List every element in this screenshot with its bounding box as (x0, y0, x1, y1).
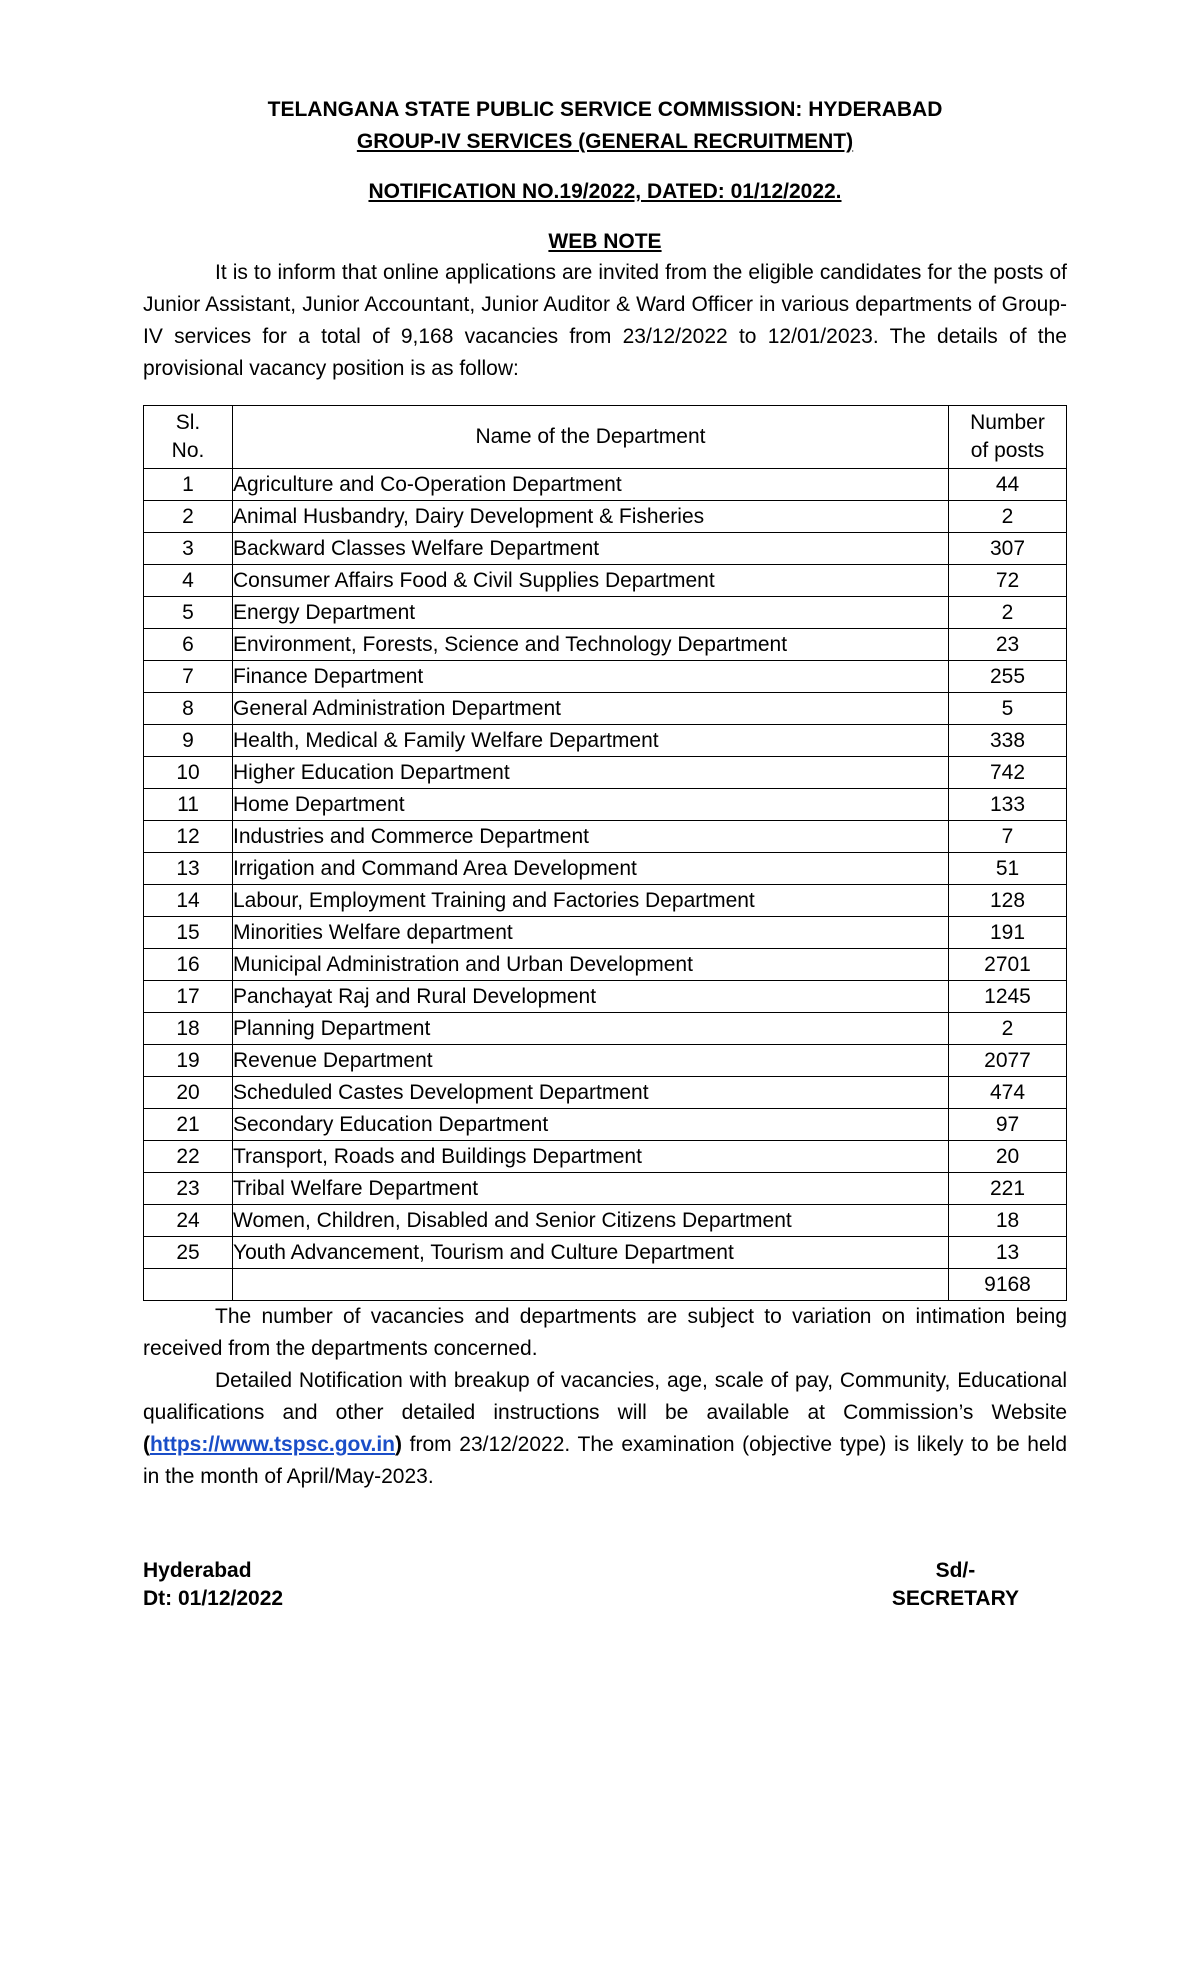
row-sl-no: 24 (144, 1205, 233, 1237)
web-note-heading: WEB NOTE (548, 230, 662, 253)
table-row (144, 1205, 1067, 1237)
row-posts: 13 (949, 1237, 1067, 1269)
row-posts: 20 (949, 1141, 1067, 1173)
table-row (144, 757, 1067, 789)
row-sl-no: 8 (144, 693, 233, 725)
row-sl-no: 22 (144, 1141, 233, 1173)
row-posts: 72 (949, 565, 1067, 597)
header-sl-line1: Sl. (175, 411, 201, 434)
row-department: Finance Department (233, 661, 949, 693)
row-department: Agriculture and Co-Operation Department (233, 469, 949, 501)
row-department: Animal Husbandry, Dairy Development & Fisheries (233, 501, 949, 533)
row-posts: 5 (949, 693, 1067, 725)
row-posts: 2 (949, 501, 1067, 533)
table-row (144, 661, 1067, 693)
row-sl-no: 5 (144, 597, 233, 629)
table-row (144, 725, 1067, 757)
row-posts: 18 (949, 1205, 1067, 1237)
row-department: Municipal Administration and Urban Development (233, 949, 949, 981)
signatory (892, 1557, 1019, 1613)
row-department: Transport, Roads and Buildings Department (233, 1141, 949, 1173)
total-sl-cell (144, 1269, 233, 1301)
table-header-row (144, 406, 1067, 469)
total-posts: 9168 (949, 1269, 1067, 1301)
row-department: Energy Department (233, 597, 949, 629)
row-posts: 307 (949, 533, 1067, 565)
table-row (144, 1077, 1067, 1109)
table-row (144, 597, 1067, 629)
row-department: Secondary Education Department (233, 1109, 949, 1141)
signed-mark: Sd/- (935, 1559, 976, 1582)
link-paren-open: ( (143, 1433, 150, 1456)
table-row (144, 501, 1067, 533)
table-row (144, 1173, 1067, 1205)
row-department: Industries and Commerce Department (233, 821, 949, 853)
row-sl-no: 7 (144, 661, 233, 693)
details-note-tail: from 23/12/2022. The examination (objective type) is likely to be held in the month of April/May-2023. (143, 1433, 1067, 1488)
row-sl-no: 20 (144, 1077, 233, 1109)
row-posts: 742 (949, 757, 1067, 789)
row-sl-no: 14 (144, 885, 233, 917)
row-department: Women, Children, Disabled and Senior Citizens Department (233, 1205, 949, 1237)
row-sl-no: 3 (144, 533, 233, 565)
table-body (144, 469, 1067, 1269)
header-posts (949, 406, 1067, 469)
table-row (144, 1109, 1067, 1141)
intro-paragraph: It is to inform that online applications are invited from the eligible candidates for the posts of Junior Assistant, Junior Accountant, Junior Auditor & Ward Officer in various departments of Group-IV services for a total of 9,168 vacancies from 23/12/2022 to 12/01/2023. The details of the provisional vacancy position is as follow: (143, 261, 1067, 380)
table-row (144, 1045, 1067, 1077)
row-department: Labour, Employment Training and Factories Department (233, 885, 949, 917)
place-date (143, 1557, 283, 1613)
row-department: Planning Department (233, 1013, 949, 1045)
row-sl-no: 23 (144, 1173, 233, 1205)
header-posts-line1: Number (970, 411, 1045, 434)
vacancy-table (143, 405, 1067, 1301)
notification-number: NOTIFICATION NO.19/2022, DATED: 01/12/2022. (368, 180, 842, 203)
header-sl-line2: No. (171, 439, 205, 462)
table-row (144, 693, 1067, 725)
row-sl-no: 17 (144, 981, 233, 1013)
row-department: General Administration Department (233, 693, 949, 725)
row-department: Irrigation and Command Area Development (233, 853, 949, 885)
website-link[interactable]: https://www.tspsc.gov.in (150, 1433, 396, 1456)
table-row (144, 1013, 1067, 1045)
table-row (144, 853, 1067, 885)
row-sl-no: 19 (144, 1045, 233, 1077)
place: Hyderabad (143, 1559, 252, 1582)
row-posts: 191 (949, 917, 1067, 949)
table-row (144, 917, 1067, 949)
row-sl-no: 13 (144, 853, 233, 885)
document-page (143, 95, 1067, 1617)
row-department: Environment, Forests, Science and Technology Department (233, 629, 949, 661)
row-department: Minorities Welfare department (233, 917, 949, 949)
header-posts-line2: of posts (970, 439, 1045, 462)
row-posts: 7 (949, 821, 1067, 853)
row-sl-no: 2 (144, 501, 233, 533)
table-row (144, 949, 1067, 981)
commission-title: TELANGANA STATE PUBLIC SERVICE COMMISSION: HYDERABAD (267, 98, 943, 121)
designation: SECRETARY (891, 1587, 1019, 1610)
row-posts: 338 (949, 725, 1067, 757)
row-sl-no: 1 (144, 469, 233, 501)
variation-note: The number of vacancies and departments are subject to variation on intimation being received from the departments concerned. (143, 1305, 1067, 1360)
table-row (144, 469, 1067, 501)
table-row (144, 533, 1067, 565)
row-sl-no: 21 (144, 1109, 233, 1141)
row-sl-no: 11 (144, 789, 233, 821)
table-row (144, 565, 1067, 597)
signature-block (143, 1557, 1067, 1617)
row-sl-no: 4 (144, 565, 233, 597)
row-posts: 221 (949, 1173, 1067, 1205)
table-row (144, 885, 1067, 917)
row-sl-no: 6 (144, 629, 233, 661)
link-paren-close: ) (395, 1433, 403, 1456)
row-sl-no: 15 (144, 917, 233, 949)
table-row (144, 1237, 1067, 1269)
row-department: Health, Medical & Family Welfare Department (233, 725, 949, 757)
row-sl-no: 25 (144, 1237, 233, 1269)
row-posts: 2701 (949, 949, 1067, 981)
row-department: Higher Education Department (233, 757, 949, 789)
table-row (144, 789, 1067, 821)
details-note (143, 1365, 1067, 1493)
table-total-row (144, 1269, 1067, 1301)
row-posts: 133 (949, 789, 1067, 821)
row-department: Panchayat Raj and Rural Development (233, 981, 949, 1013)
row-department: Scheduled Castes Development Department (233, 1077, 949, 1109)
row-sl-no: 12 (144, 821, 233, 853)
row-posts: 44 (949, 469, 1067, 501)
row-posts: 2 (949, 597, 1067, 629)
row-posts: 1245 (949, 981, 1067, 1013)
row-department: Home Department (233, 789, 949, 821)
services-title: GROUP-IV SERVICES (GENERAL RECRUITMENT) (356, 130, 854, 153)
header-department: Name of the Department (233, 406, 949, 469)
row-posts: 23 (949, 629, 1067, 661)
row-posts: 51 (949, 853, 1067, 885)
row-posts: 2 (949, 1013, 1067, 1045)
row-sl-no: 9 (144, 725, 233, 757)
table-row (144, 821, 1067, 853)
row-posts: 255 (949, 661, 1067, 693)
row-department: Backward Classes Welfare Department (233, 533, 949, 565)
row-department: Youth Advancement, Tourism and Culture Department (233, 1237, 949, 1269)
table-row (144, 629, 1067, 661)
details-note-text: Detailed Notification with breakup of vacancies, age, scale of pay, Community, Educational qualifications and other detailed instructions will be available at Commission’s Website (143, 1369, 1067, 1424)
row-department: Consumer Affairs Food & Civil Supplies Department (233, 565, 949, 597)
date: Dt: 01/12/2022 (143, 1587, 284, 1610)
table-row (144, 1141, 1067, 1173)
header-sl-no (144, 406, 233, 469)
row-sl-no: 16 (144, 949, 233, 981)
row-posts: 97 (949, 1109, 1067, 1141)
row-department: Tribal Welfare Department (233, 1173, 949, 1205)
row-posts: 2077 (949, 1045, 1067, 1077)
row-posts: 128 (949, 885, 1067, 917)
row-department: Revenue Department (233, 1045, 949, 1077)
row-sl-no: 10 (144, 757, 233, 789)
row-sl-no: 18 (144, 1013, 233, 1045)
table-row (144, 981, 1067, 1013)
row-posts: 474 (949, 1077, 1067, 1109)
total-name-cell (233, 1269, 949, 1301)
